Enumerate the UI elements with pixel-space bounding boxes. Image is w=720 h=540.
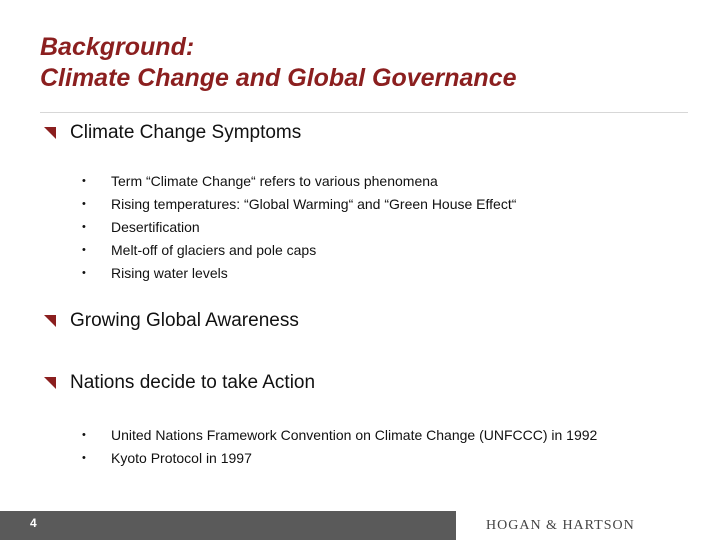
section-heading-text: Growing Global Awareness	[70, 310, 299, 331]
bullet-dot-icon: •	[82, 267, 86, 279]
list-item: • Kyoto Protocol in 1997	[82, 447, 671, 470]
action-list	[82, 424, 671, 470]
triangle-bullet-icon	[44, 315, 56, 327]
bullet-dot-icon: •	[82, 429, 86, 441]
section-heading-text: Climate Change Symptoms	[70, 122, 302, 143]
title-line-1: Background:	[40, 33, 195, 61]
section-heading-awareness	[44, 310, 299, 332]
symptoms-list	[82, 170, 671, 285]
triangle-bullet-icon	[44, 377, 56, 389]
list-item: • Rising temperatures: “Global Warming“ and “Green House Effect“	[82, 193, 671, 216]
page-number: 4	[30, 516, 37, 530]
list-item: • Rising water levels	[82, 262, 671, 285]
bullet-dot-icon: •	[82, 452, 86, 464]
list-item: • Desertification	[82, 216, 671, 239]
section-heading-symptoms	[44, 122, 301, 144]
bullet-dot-icon: •	[82, 198, 86, 210]
section-heading-action	[44, 372, 315, 394]
title-line-2: Climate Change and Global Governance	[40, 64, 517, 92]
list-item: • Term “Climate Change“ refers to various phenomena	[82, 170, 671, 193]
company-logo: HOGAN & HARTSON	[486, 518, 635, 533]
bullet-dot-icon: •	[82, 221, 86, 233]
footer-bar	[0, 511, 456, 540]
title-divider	[40, 112, 688, 113]
slide-title	[40, 32, 517, 94]
bullet-dot-icon: •	[82, 175, 86, 187]
list-item: • Melt-off of glaciers and pole caps	[82, 239, 671, 262]
triangle-bullet-icon	[44, 127, 56, 139]
section-heading-text: Nations decide to take Action	[70, 372, 316, 393]
bullet-dot-icon: •	[82, 244, 86, 256]
list-item: • United Nations Framework Convention on Climate Change (UNFCCC) in 1992	[82, 424, 671, 447]
